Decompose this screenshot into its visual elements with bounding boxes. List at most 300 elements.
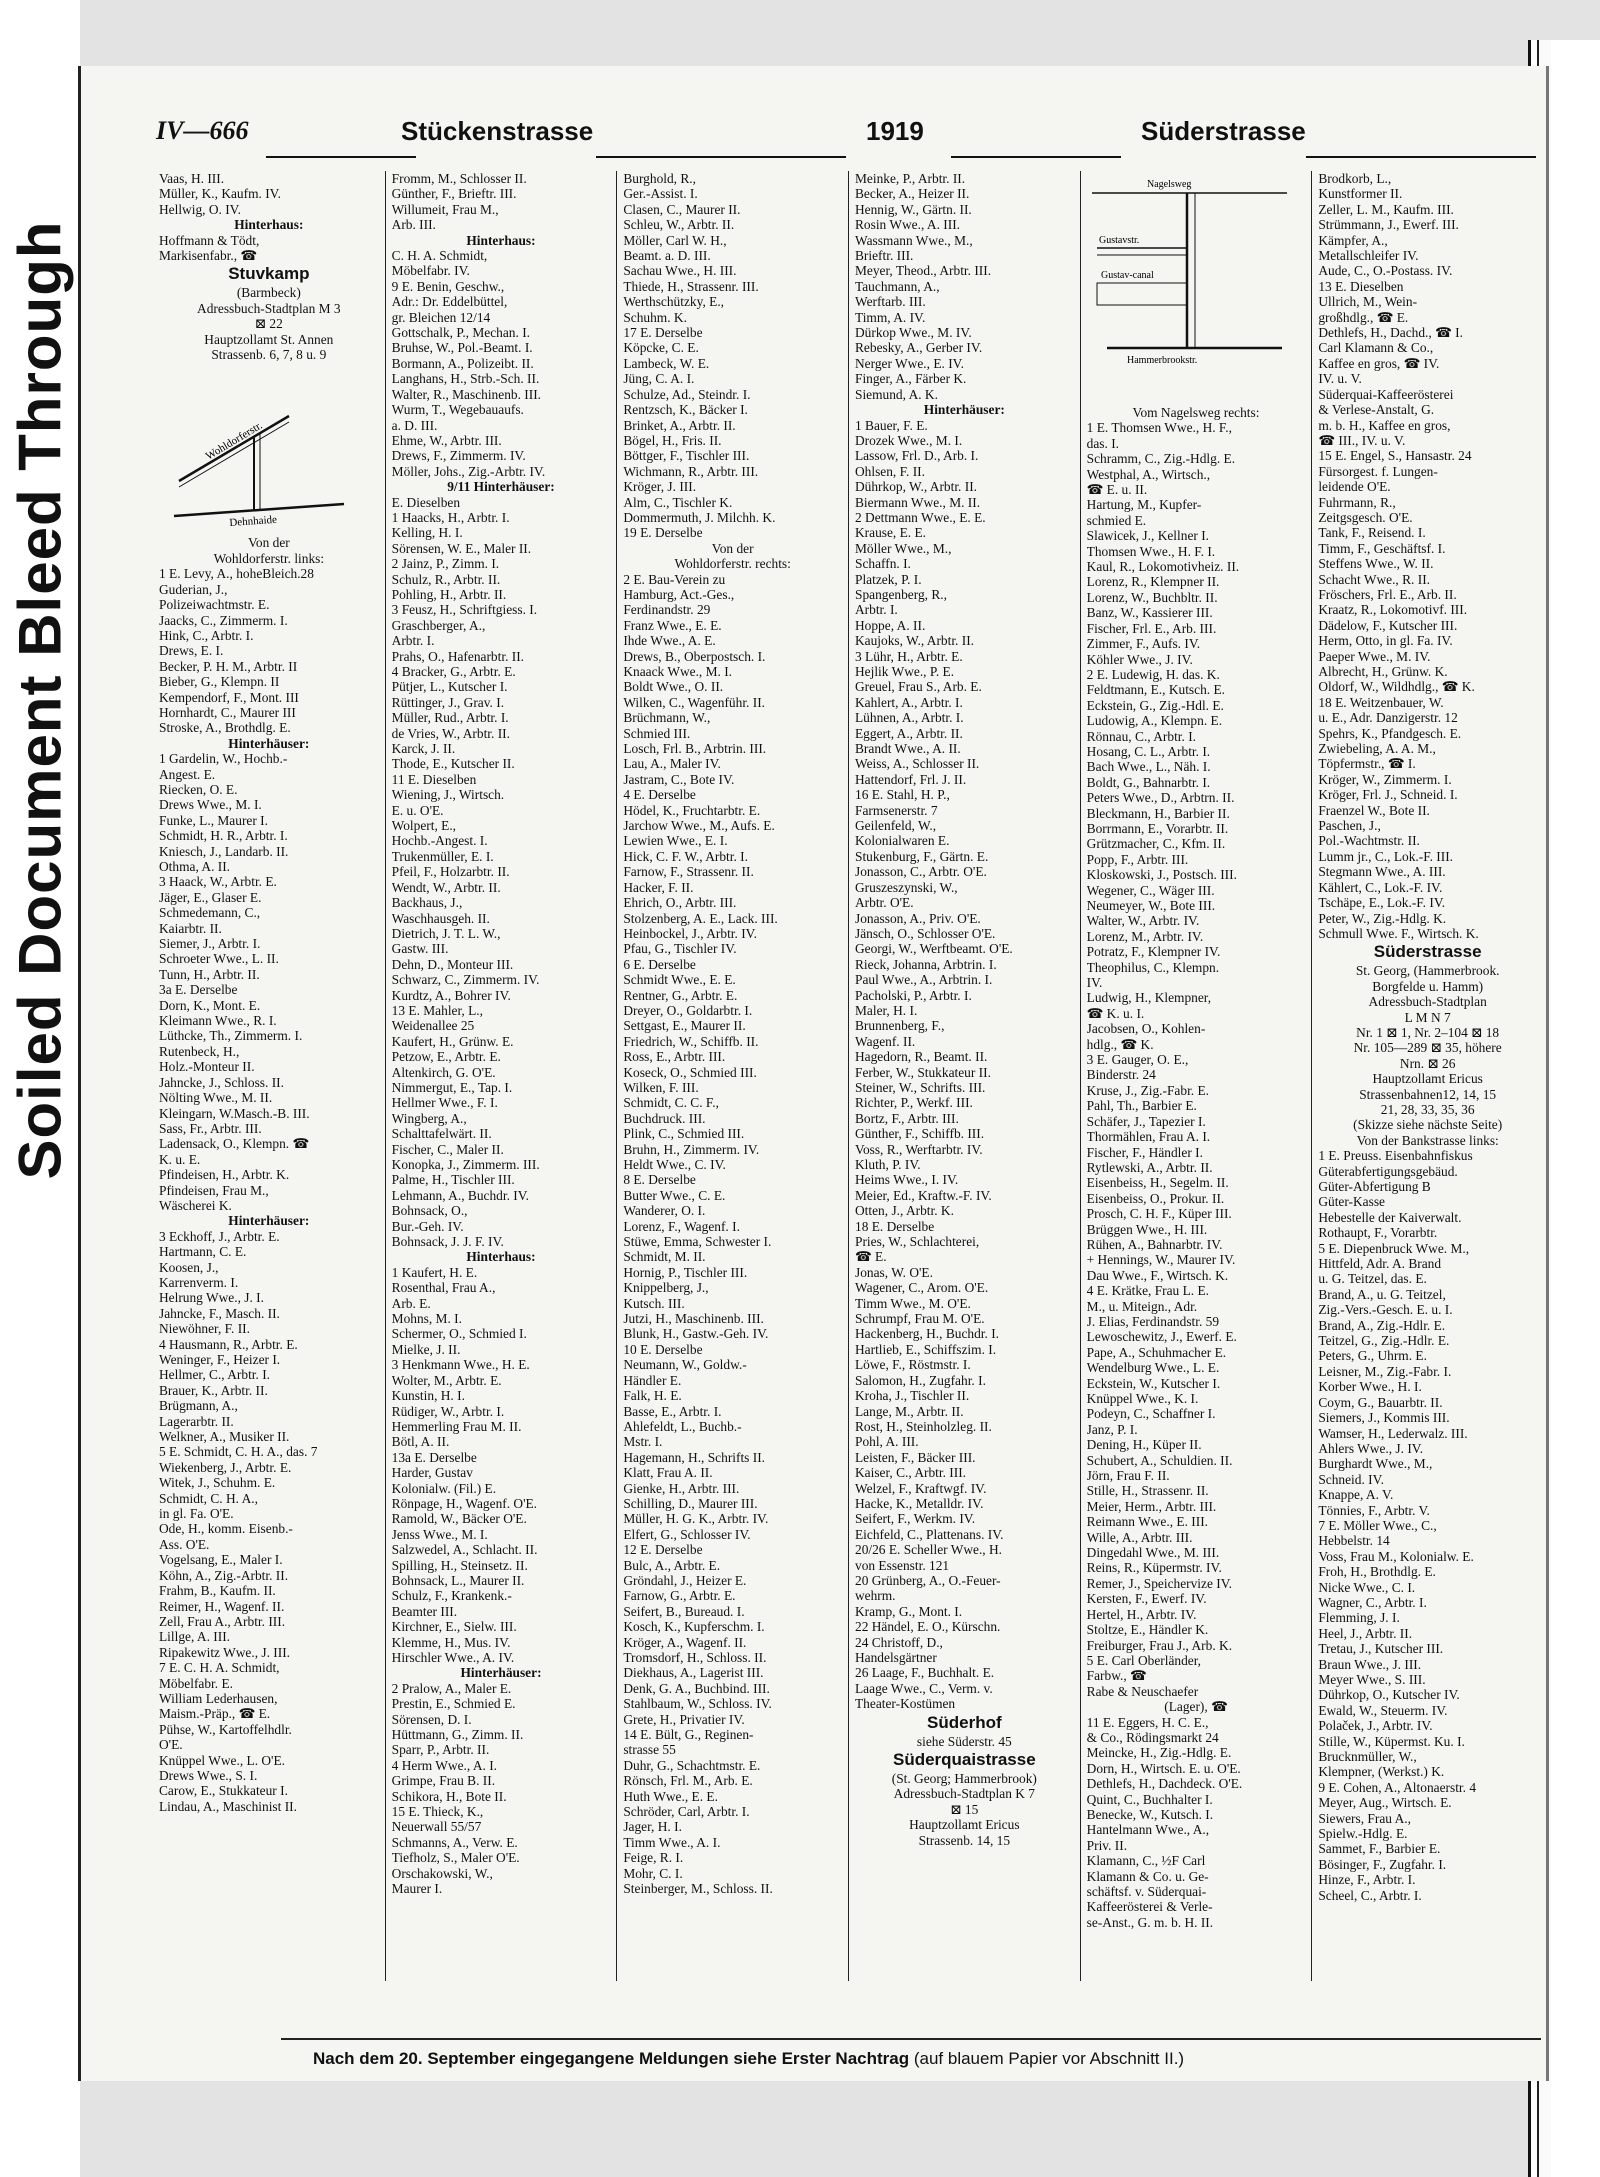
directory-entry: Wiekenberg, J., Arbtr. E.: [159, 1459, 292, 1475]
directory-entry: Drews, F., Zimmerm. IV.: [391, 448, 526, 464]
directory-entry: Lorenz, M., Arbtr. IV.: [1086, 928, 1204, 944]
directory-entry: Braun Wwe., J. III.: [1318, 1656, 1422, 1672]
directory-entry: Hinterhaus:: [234, 217, 304, 233]
directory-entry: Farnow, F., Strassenr. II.: [623, 864, 754, 880]
directory-entry: Hink, C., Arbtr. I.: [159, 627, 254, 643]
directory-entry: Fürsorgest. f. Lungen-: [1318, 463, 1438, 479]
directory-entry: Platzek, P. I.: [855, 571, 922, 587]
directory-entry: Von der Bankstrasse links:: [1356, 1132, 1499, 1148]
directory-entry: Lorenz, F., Wagenf. I.: [623, 1218, 740, 1234]
directory-entry: Weiss, A., Schlosser II.: [855, 756, 980, 772]
directory-entry: ⊠ 15: [950, 1801, 979, 1817]
directory-entry: Flemming, J. I.: [1318, 1610, 1400, 1626]
directory-entry: a. D. III.: [391, 417, 438, 433]
directory-entry: Siewers, Frau A.,: [1318, 1810, 1411, 1826]
directory-entry: Spehrs, K., Pfandgesch. E.: [1318, 725, 1462, 741]
directory-entry: Kramp, G., Mont. I.: [855, 1603, 963, 1619]
directory-entry: 9 E. Cohen, A., Altonaerstr. 4: [1318, 1779, 1477, 1795]
directory-entry: Klatt, Frau A. II.: [623, 1465, 713, 1481]
directory-entry: Thiede, H., Strassenr. III.: [623, 278, 759, 294]
directory-entry: u. E., Adr. Danzigerstr. 12: [1318, 710, 1458, 726]
directory-entry: 1 Bauer, F. E.: [855, 417, 928, 433]
directory-entry: Meinke, P., Arbtr. II.: [855, 171, 966, 186]
directory-entry: Paschen, J.,: [1318, 818, 1381, 834]
directory-entry: Hartung, M., Kupfer-: [1086, 497, 1202, 513]
directory-entry: Lorenz, W., Buchbltr. II.: [1086, 589, 1218, 605]
directory-entry: Prestin, E., Schmied E.: [391, 1696, 516, 1712]
directory-entry: Möbelfabr. IV.: [391, 263, 470, 279]
directory-entry: Pohl, A. III.: [855, 1434, 919, 1450]
directory-entry: Ger.-Assist. I.: [623, 186, 698, 202]
directory-entry: ☎ E. u. II.: [1086, 482, 1148, 498]
directory-entry: Hödel, K., Fruchtarbtr. E.: [623, 802, 761, 818]
directory-entry: Zimmer, F., Aufs. IV.: [1086, 636, 1201, 652]
directory-entry: 4 Bracker, G., Arbtr. E.: [391, 664, 516, 679]
directory-entry: Kniesch, J., Landarb. II.: [159, 843, 289, 859]
directory-entry: Priv. II.: [1086, 1837, 1128, 1853]
directory-entry: Carow, E., Stukkateur I.: [159, 1783, 288, 1799]
directory-entry: Beamt. a. D. III.: [623, 248, 711, 264]
directory-entry: 2 E. Bau-Verein zu: [623, 571, 726, 587]
directory-entry: Müller, Rud., Arbtr. I.: [391, 710, 509, 726]
directory-entry: Pfindeisen, Frau M.,: [159, 1182, 269, 1198]
directory-entry: Ludwig, H., Klempner,: [1086, 990, 1212, 1006]
directory-entry: ☎ III., IV. u. V.: [1318, 432, 1406, 448]
directory-entry: Ferdinandstr. 29: [623, 602, 711, 618]
directory-entry: Kutsch. III.: [623, 1295, 685, 1311]
directory-entry: Kämpfer, A.,: [1318, 232, 1388, 248]
directory-entry: se-Anst., G. m. b. H. II.: [1086, 1914, 1214, 1930]
directory-entry: Werthschützky, E.,: [623, 294, 725, 310]
directory-entry: Süderstrasse: [1373, 942, 1482, 962]
directory-entry: Benecke, W., Kutsch. I.: [1086, 1806, 1214, 1822]
directory-entry: Siemund, A. K.: [855, 386, 938, 402]
directory-entry: Hauptzollamt Ericus: [909, 1817, 1020, 1833]
directory-entry: Ferber, W., Stukkateur II.: [855, 1064, 991, 1080]
directory-entry: Leisner, M., Zig.-Fabr. I.: [1318, 1363, 1452, 1379]
directory-entry: Händler E.: [623, 1372, 682, 1388]
directory-entry: Zwiebeling, A. A. M.,: [1318, 741, 1436, 757]
directory-entry: Fischer, C., Maler II.: [391, 1141, 504, 1157]
directory-entry: Stuvkamp: [228, 264, 310, 284]
directory-entry: Strassenbahnen12, 14, 15: [1359, 1086, 1497, 1102]
directory-entry: Hauptzollamt St. Annen: [204, 331, 334, 347]
directory-entry: 3 Feusz, H., Schriftgiess. I.: [391, 602, 538, 618]
directory-entry: Oldorf, W., Wildhdlg., ☎ K.: [1318, 679, 1475, 695]
directory-entry: Witek, J., Schuhm. E.: [159, 1475, 276, 1491]
directory-entry: Pahl, Th., Barbier E.: [1086, 1098, 1197, 1114]
directory-entry: 1 Kaufert, H. E.: [391, 1264, 478, 1280]
directory-entry: Schmull Wwe. F., Wirtsch. K.: [1318, 925, 1479, 941]
directory-entry: Pühse, W., Kartoffelhdlr.: [159, 1721, 292, 1737]
directory-entry: St. Georg, (Hammerbrook.: [1355, 963, 1500, 979]
directory-entry: Rühen, A., Bahnarbtr. IV.: [1086, 1236, 1223, 1252]
directory-entry: Kirchner, E., Sielw. III.: [391, 1619, 517, 1635]
directory-entry: Karrenverm. I.: [159, 1274, 239, 1290]
directory-entry: Jänsch, O., Schlosser O'E.: [855, 925, 996, 941]
directory-entry: Jager, H. I.: [623, 1819, 682, 1835]
directory-entry: 6 E. Derselbe: [623, 956, 696, 972]
directory-entry: Wendelburg Wwe., L. E.: [1086, 1360, 1220, 1376]
directory-entry: Timm Wwe., A. I.: [623, 1834, 721, 1850]
directory-entry: Spielw.-Hdlg. E.: [1318, 1826, 1408, 1842]
directory-entry: Peters Wwe., D., Arbtrn. II.: [1086, 790, 1235, 806]
directory-entry: Hellmer, C., Arbtr. I.: [159, 1367, 271, 1383]
directory-entry: Gröndahl, J., Heizer E.: [623, 1572, 747, 1588]
directory-entry: Hennig, W., Gärtn. II.: [855, 201, 972, 217]
directory-entry: 22 Händel, E. O., Kürschn.: [855, 1619, 1001, 1635]
directory-entry: Reimer, H., Wagenf. II.: [159, 1598, 285, 1614]
directory-entry: 9 E. Benin, Geschw.,: [391, 278, 505, 294]
directory-entry: Mstr. I.: [623, 1434, 663, 1450]
directory-entry: Schmidt Wwe., E. E.: [623, 972, 736, 988]
directory-entry: Wagenf. II.: [855, 1033, 916, 1049]
directory-entry: Schrumpf, Frau M. O'E.: [855, 1311, 985, 1327]
directory-entry: Hornig, P., Tischler III.: [623, 1264, 748, 1280]
directory-entry: Schmanns, A., Verw. E.: [391, 1834, 518, 1850]
directory-entry: Wagner, C., Arbtr. I.: [1318, 1594, 1427, 1610]
directory-entry: 18 E. Weitzenbauer, W.: [1318, 694, 1444, 710]
directory-entry: Meier, Ed., Kraftw.-F. IV.: [855, 1187, 992, 1203]
directory-entry: Dau Wwe., F., Wirtsch. K.: [1086, 1267, 1229, 1283]
directory-entry: Rüttinger, J., Grav. I.: [391, 694, 505, 710]
directory-entry: Jenss Wwe., M. I.: [391, 1526, 488, 1542]
directory-entry: Lassow, Frl. D., Arb. I.: [855, 448, 979, 464]
directory-entry: Biermann Wwe., M. II.: [855, 494, 981, 510]
directory-entry: Popp, F., Arbtr. III.: [1086, 851, 1189, 867]
directory-entry: Binderstr. 24: [1086, 1067, 1156, 1083]
directory-entry: Holz.-Monteur II.: [159, 1059, 255, 1075]
directory-entry: 2 Dettmann Wwe., E. E.: [855, 509, 986, 525]
directory-entry: Schleu, W., Arbtr. II.: [623, 217, 735, 233]
map-label-hammerbrookstr: Hammerbrookstr.: [1126, 355, 1197, 366]
directory-entry: Rytlewski, A., Arbtr. II.: [1086, 1159, 1213, 1175]
directory-entry: Kunstformer II.: [1318, 186, 1403, 202]
directory-entry: Falk, H. E.: [623, 1388, 682, 1404]
directory-entry: Thormählen, Frau A. I.: [1086, 1129, 1211, 1145]
directory-entry: Tschäpe, E., Lok.-F. IV.: [1318, 895, 1446, 911]
directory-entry: M., u. Miteign., Adr.: [1086, 1298, 1198, 1314]
directory-entry: Bösinger, F., Zugfahr. I.: [1318, 1856, 1447, 1872]
directory-entry: Von der: [711, 540, 754, 556]
directory-entry: Schmidt, C. C. F.,: [623, 1095, 719, 1111]
directory-entry: Bach Wwe., L., Näh. I.: [1086, 759, 1211, 775]
directory-entry: Schmedemann, C.,: [159, 905, 261, 921]
directory-entry: Löwe, F., Röstmstr. I.: [855, 1357, 971, 1373]
directory-entry: 19 E. Derselbe: [623, 525, 703, 541]
directory-entry: Timm, F., Geschäftsf. I.: [1318, 540, 1446, 556]
directory-entry: Köhler Wwe., J. IV.: [1086, 651, 1193, 667]
directory-entry: Rost, H., Steinholzleg. II.: [855, 1418, 992, 1434]
directory-entry: Hoppe, A. II.: [855, 617, 926, 633]
directory-entry: Farbw., ☎: [1086, 1668, 1147, 1684]
map-label-wohldorferstr: Wohldorferstr.: [203, 420, 265, 464]
directory-entry: J. Elias, Ferdinandstr. 59: [1086, 1313, 1220, 1329]
directory-entry: Jutzi, H., Maschinenb. III.: [623, 1311, 764, 1327]
directory-entry: Ewald, W., Steuerm. IV.: [1318, 1702, 1448, 1718]
directory-entry: Nr. 1 ⊠ 1, Nr. 2–104 ⊠ 18: [1356, 1024, 1500, 1040]
directory-entry: Stroske, A., Brothdlg. E.: [159, 720, 291, 736]
directory-entry: Adressbuch-Stadtplan: [1368, 994, 1487, 1010]
directory-entry: Grützmacher, C., Kfm. II.: [1086, 836, 1226, 852]
directory-entry: Kelling, H. I.: [391, 525, 463, 541]
directory-entry: Strümmann, J., Ewerf. III.: [1318, 217, 1459, 233]
directory-entry: Rieck, Johanna, Arbtrin. I.: [855, 956, 997, 972]
directory-entry: Geilenfeld, W.,: [855, 818, 937, 834]
directory-entry: Lehmann, A., Buchdr. IV.: [391, 1187, 530, 1203]
directory-entry: Basse, E., Arbtr. I.: [623, 1403, 722, 1419]
directory-entry: Meyer, Aug., Wirtsch. E.: [1318, 1795, 1452, 1811]
directory-entry: Dorn, H., Wirtsch. E. u. O'E.: [1086, 1760, 1241, 1776]
directory-entry: das. I.: [1086, 435, 1120, 451]
directory-entry: leidende O'E.: [1318, 479, 1391, 495]
directory-entry: Krause, E. E.: [855, 525, 927, 541]
directory-entry: Podeyn, C., Schaffner I.: [1086, 1406, 1216, 1422]
directory-entry: Dommermuth, J. Milchh. K.: [623, 509, 776, 525]
directory-entry: Stahlbaum, W., Schloss. IV.: [623, 1696, 772, 1712]
directory-entry: Mielke, J. II.: [391, 1341, 461, 1357]
directory-entry: Ehrich, O., Arbtr. III.: [623, 895, 737, 911]
directory-entry: Günther, F., Brieftr. III.: [391, 186, 517, 202]
directory-entry: 13 E. Mahler, L.,: [391, 1002, 483, 1018]
directory-entry: Eggert, A., Arbtr. II.: [855, 725, 963, 741]
directory-entry: Knappe, A. V.: [1318, 1487, 1394, 1503]
directory-entry: Lindau, A., Maschinist II.: [159, 1798, 297, 1814]
directory-entry: Kunstin, H. I.: [391, 1388, 465, 1404]
directory-entry: Koseck, O., Schmied III.: [623, 1064, 757, 1080]
directory-entry: Settgast, E., Maurer II.: [623, 1018, 746, 1034]
directory-entry: Klamann, C., ½F Carl: [1086, 1853, 1206, 1869]
directory-entry: Maler, H. I.: [855, 1002, 918, 1018]
directory-entry: Möller Wwe., M.,: [855, 540, 952, 556]
directory-entry: Langhans, H., Strb.-Sch. II.: [391, 371, 540, 387]
directory-entry: Knüppel Wwe., L. O'E.: [159, 1752, 286, 1768]
directory-entry: K. u. E.: [159, 1151, 201, 1167]
directory-entry: Von der: [247, 535, 290, 551]
directory-entry: Eisenbeiss, O., Prokur. II.: [1086, 1190, 1225, 1206]
directory-entry: 1 Gardelin, W., Hochb.-: [159, 751, 288, 767]
directory-entry: Kaffee en gros, ☎ IV.: [1318, 355, 1440, 371]
directory-entry: Handelsgärtner: [855, 1650, 937, 1665]
directory-entry: Güter-Kasse: [1318, 1194, 1385, 1210]
directory-entry: Schulze, Ad., Steindr. I.: [623, 386, 751, 402]
directory-entry: Guderian, J.,: [159, 581, 228, 597]
directory-entry: Tromsdorf, H., Schloss. II.: [623, 1650, 767, 1665]
directory-entry: Butter Wwe., C. E.: [623, 1187, 726, 1203]
directory-entry: von Essenstr. 121: [855, 1557, 950, 1573]
directory-entry: Otten, J., Arbtr. K.: [855, 1203, 954, 1219]
directory-entry: Wiening, J., Wirtsch.: [391, 787, 505, 803]
directory-entry: Angest. E.: [159, 766, 216, 782]
directory-entry: Töpfermstr., ☎ I.: [1318, 756, 1416, 772]
directory-entry: gr. Bleichen 12/14: [391, 309, 491, 325]
directory-entry: 2 Jainz, P., Zimm. I.: [391, 556, 500, 572]
directory-entry: Freiburger, Frau J., Arb. K.: [1086, 1637, 1233, 1653]
directory-entry: u. G. Teitzel, das. E.: [1318, 1271, 1427, 1287]
directory-entry: Borgfelde u. Hamm): [1372, 978, 1484, 994]
directory-entry: Schulz, R., Arbtr. II.: [391, 571, 501, 587]
directory-entry: hdlg., ☎ K.: [1086, 1036, 1154, 1052]
directory-entry: Altenkirch, G. O'E.: [391, 1064, 496, 1080]
directory-entry: Maurer I.: [391, 1881, 443, 1897]
directory-entry: Frahm, B., Kaufm. II.: [159, 1583, 276, 1599]
directory-entry: Hagemann, H., Schrifts II.: [623, 1449, 766, 1465]
right-street-title: Süderstrasse: [1141, 116, 1306, 146]
directory-entry: Meier, Herm., Arbtr. III.: [1086, 1498, 1217, 1514]
directory-entry: Eichfeld, C., Plattenans. IV.: [855, 1526, 1004, 1542]
directory-entry: Heinbockel, J., Arbtr. IV.: [623, 925, 757, 941]
directory-entry: Schröder, Carl, Arbtr. I.: [623, 1804, 750, 1820]
directory-entry: Kroha, J., Tischler II.: [855, 1388, 970, 1404]
directory-entry: Orschakowski, W.,: [391, 1865, 493, 1881]
directory-entry: Hosang, C. L., Arbtr. I.: [1086, 743, 1211, 759]
directory-entry: Theophilus, C., Klempn.: [1086, 959, 1220, 975]
directory-entry: Kröger, A., Wagenf. II.: [623, 1634, 747, 1650]
directory-entry: Stegmann Wwe., A. III.: [1318, 864, 1446, 880]
directory-entry: 24 Christoff, D.,: [855, 1634, 943, 1650]
directory-entry: Hellmer Wwe., F. I.: [391, 1095, 498, 1111]
directory-entry: Hinterhäuser:: [228, 735, 310, 751]
directory-entry: Pries, W., Schlachterei,: [855, 1234, 980, 1250]
directory-entry: Schramm, C., Zig.-Hdlg. E.: [1086, 451, 1236, 467]
directory-entry: Drews, E. I.: [159, 643, 224, 659]
directory-entry: Timm Wwe., M. O'E.: [855, 1295, 971, 1311]
directory-entry: Fischer, F., Händler I.: [1086, 1144, 1203, 1160]
directory-entry: Peter, W., Zig.-Hdlg. K.: [1318, 910, 1447, 926]
directory-entry: Knaack Wwe., M. I.: [623, 664, 733, 679]
directory-entry: Farnow, G., Arbtr. E.: [623, 1588, 736, 1604]
directory-entry: Brieftr. III.: [855, 248, 914, 264]
directory-entry: Wurm, T., Wegebauaufs.: [391, 402, 524, 418]
directory-entry: Lorenz, R., Klempner II.: [1086, 574, 1220, 590]
directory-entry: Salomon, H., Zugfahr. I.: [855, 1372, 986, 1388]
directory-entry: Fischer, Frl. E., Arb. III.: [1086, 620, 1217, 636]
directory-entry: Schmied III.: [623, 725, 691, 741]
directory-entry: Drews Wwe., M. I.: [159, 797, 262, 813]
directory-entry: Blunk, H., Gastw.-Geh. IV.: [623, 1326, 769, 1342]
directory-entry: Hattendorf, Frl. J. II.: [855, 771, 967, 787]
directory-entry: Hüttmann, G., Zimm. II.: [391, 1727, 524, 1743]
directory-entry: 3a E. Derselbe: [159, 982, 238, 998]
directory-entry: Steffens Wwe., W. II.: [1318, 556, 1434, 572]
directory-entry: Maism.-Präp., ☎ E.: [159, 1706, 271, 1722]
directory-entry: Banz, W., Kassierer III.: [1086, 605, 1213, 621]
directory-entry: Carl Klamann & Co.,: [1318, 340, 1434, 356]
directory-entry: Stille, H., Strassenr. II.: [1086, 1483, 1209, 1499]
directory-entry: 15 E. Engel, S., Hansastr. 24: [1318, 448, 1472, 464]
column-3: [616, 171, 848, 1981]
directory-entry: Remer, J., Speichervize IV.: [1086, 1575, 1233, 1591]
directory-entry: Brand, A., u. G. Teitzel,: [1318, 1286, 1446, 1302]
directory-entry: Rosenthal, Frau A.,: [391, 1280, 496, 1296]
directory-entry: Tönnies, F., Arbtr. V.: [1318, 1502, 1430, 1518]
directory-entry: Schroeter Wwe., L. II.: [159, 951, 279, 967]
side-label-strip: [0, 0, 80, 2177]
directory-entry: siehe Süderstr. 45: [916, 1733, 1012, 1749]
column-6: [1311, 171, 1543, 1981]
directory-entry: Sachau Wwe., H. III.: [623, 263, 737, 279]
map-label-gustav-canal: Gustav-canal: [1100, 270, 1154, 281]
directory-entry: Dreyer, O., Goldarbtr. I.: [623, 1002, 753, 1018]
footer-note: [313, 2049, 1513, 2069]
directory-entry: Rüdiger, W., Arbtr. I.: [391, 1403, 505, 1419]
directory-entry: Thode, E., Kutscher II.: [391, 756, 515, 772]
directory-entry: Ode, H., komm. Eisenb.-: [159, 1521, 293, 1537]
directory-entry: 21, 28, 33, 35, 36: [1380, 1101, 1475, 1117]
directory-entry: Bulc, A., Arbtr. E.: [623, 1557, 721, 1573]
directory-entry: Schilling, D., Maurer III.: [623, 1495, 758, 1511]
directory-entry: Schmidt, M. II.: [623, 1249, 706, 1265]
directory-entry: Eisenbeiss, H., Segelm. II.: [1086, 1175, 1229, 1191]
directory-entry: Drozek Wwe., M. I.: [855, 432, 963, 448]
directory-entry: Kaffeerösterei & Verle-: [1086, 1899, 1213, 1915]
directory-entry: Brand, A., Zig.-Hdlr. E.: [1318, 1317, 1446, 1333]
directory-entry: Ihde Wwe., A. E.: [623, 633, 716, 649]
directory-entry: Weninger, F., Heizer I.: [159, 1352, 281, 1367]
directory-entry: Hochb.-Angest. I.: [391, 833, 488, 849]
directory-entry: de Vries, W., Arbtr. II.: [391, 725, 510, 741]
directory-entry: Werftarb. III.: [855, 294, 926, 310]
directory-entry: Becker, A., Heizer II.: [855, 186, 970, 202]
directory-entry: Jonas, W. O'E.: [855, 1264, 933, 1280]
directory-entry: Hornhardt, C., Maurer III: [159, 704, 296, 720]
directory-entry: m. b. H., Kaffee en gros,: [1318, 417, 1451, 433]
directory-entry: Kruse, J., Zig.-Fabr. E.: [1086, 1082, 1210, 1098]
directory-entry: Möller, Johs., Zig.-Arbtr. IV.: [391, 463, 546, 479]
directory-entry: Schaffn. I.: [855, 556, 911, 572]
directory-entry: Stukenburg, F., Gärtn. E.: [855, 848, 989, 864]
directory-entry: Schulz, F., Krankenk.-: [391, 1588, 512, 1604]
directory-entry: ☎ E.: [855, 1249, 887, 1265]
directory-entry: Steiner, W., Schrifts. III.: [855, 1079, 986, 1095]
directory-entry: Knüppel Wwe., K. I.: [1086, 1391, 1199, 1406]
directory-entry: Voss, R., Werftarbtr. IV.: [855, 1141, 983, 1157]
directory-entry: Nicke Wwe., C. I.: [1318, 1579, 1416, 1595]
directory-entry: Jörn, Frau F. II.: [1086, 1468, 1170, 1484]
directory-entry: Pfau, G., Tischler IV.: [623, 941, 737, 957]
directory-entry: Drews Wwe., S. I.: [159, 1767, 258, 1783]
directory-entry: Finger, A., Färber K.: [855, 371, 967, 387]
directory-entry: Bohnsack, O.,: [391, 1203, 468, 1219]
directory-entry: Meyer Wwe., S. III.: [1318, 1672, 1426, 1687]
directory-entry: Hagedorn, R., Beamt. II.: [855, 1049, 988, 1065]
directory-entry: Klamann & Co. u. Ge-: [1086, 1868, 1209, 1884]
directory-entry: (Lager), ☎: [1164, 1699, 1228, 1715]
directory-entry: strasse 55: [623, 1742, 676, 1758]
directory-entry: Stolzenberg, A. E., Lack. III.: [623, 910, 778, 926]
directory-entry: Rosin Wwe., A. III.: [855, 217, 961, 233]
directory-entry: O'E.: [159, 1737, 183, 1753]
directory-entry: Fröschers, Frl. E., Arb. II.: [1318, 586, 1457, 602]
directory-entry: Lagerarbtr. II.: [159, 1413, 234, 1429]
directory-entry: Brinket, A., Arbtr. II.: [623, 417, 736, 433]
directory-entry: 5 E. Schmidt, C. H. A., das. 7: [159, 1444, 318, 1460]
directory-entry: Rothaupt, F., Vorarbtr.: [1318, 1225, 1438, 1241]
directory-entry: Bötl, A. II.: [391, 1434, 450, 1450]
directory-entry: 16 E. Stahl, H. P.,: [855, 787, 950, 803]
directory-entry: Schmidt, C. H. A.,: [159, 1490, 258, 1506]
directory-entry: Dührkop, O., Kutscher IV.: [1318, 1687, 1460, 1703]
directory-entry: Westphal, A., Wirtsch.,: [1086, 466, 1211, 482]
directory-entry: Dethlefs, H., Dachd., ☎ I.: [1318, 325, 1463, 341]
directory-entry: Tunn, H., Arbtr. II.: [159, 966, 260, 982]
directory-entry: 3 E. Gauger, O. E.,: [1086, 1052, 1189, 1068]
directory-entry: Kröger, W., Zimmerm. I.: [1318, 771, 1452, 787]
directory-entry: Prosch, C. H. F., Küper III.: [1086, 1206, 1232, 1222]
directory-entry: 10 E. Derselbe: [623, 1341, 703, 1357]
directory-entry: Boldt Wwe., O. II.: [623, 679, 724, 695]
directory-entry: Kaul, R., Lokomotivheiz. II.: [1086, 559, 1240, 575]
